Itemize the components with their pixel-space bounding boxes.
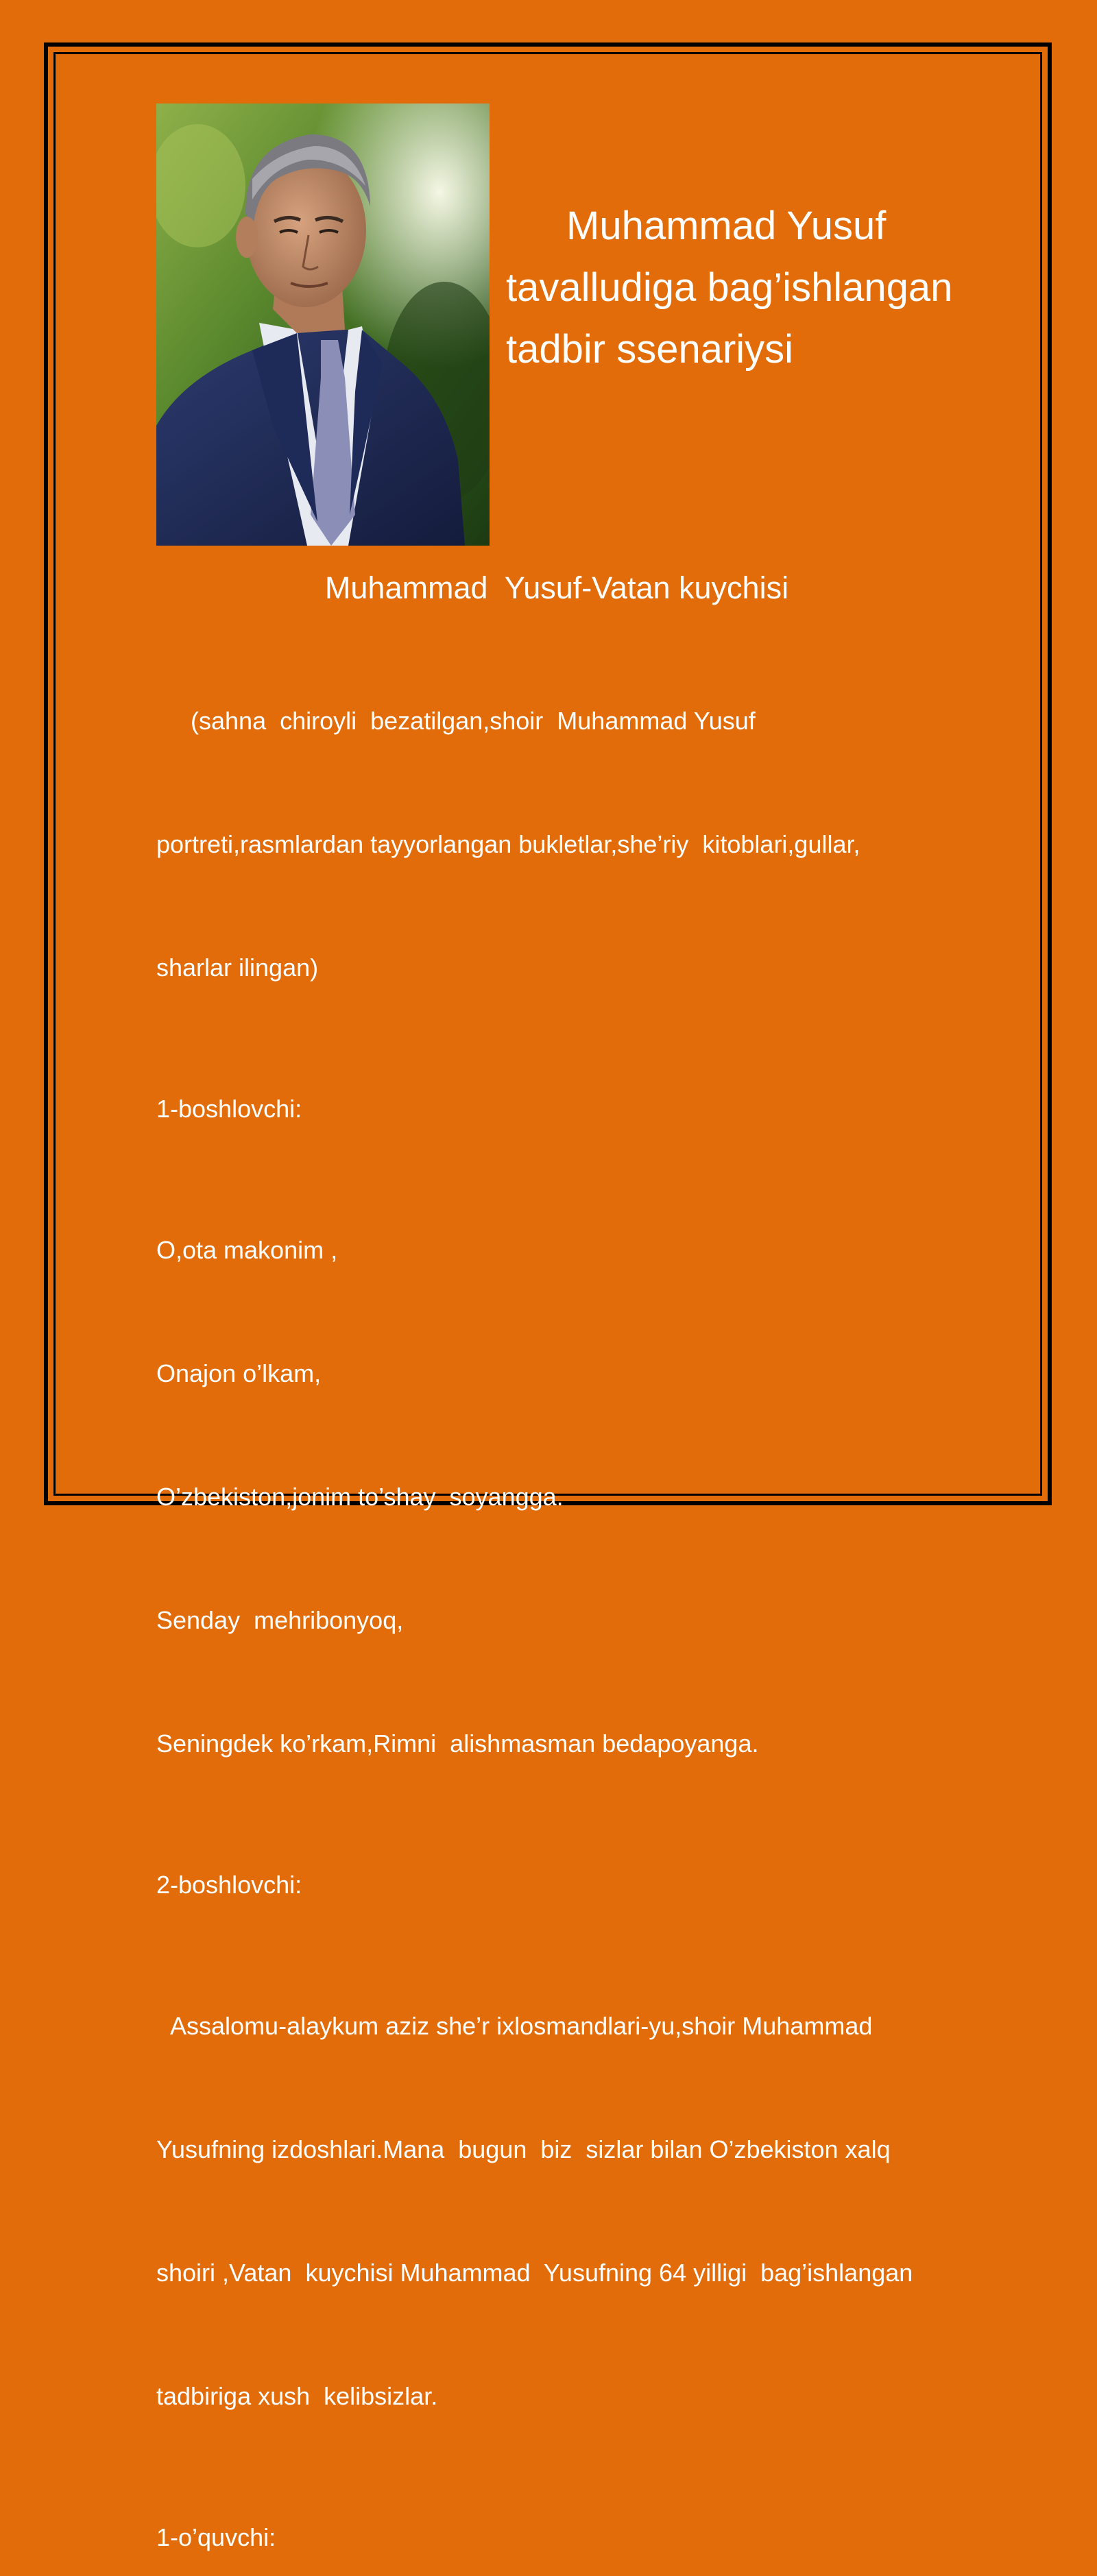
poem-line: Seningdek ko’rkam,Rimni alishmasman bedapoyanga. bbox=[156, 1729, 759, 1758]
host-1-label: 1-boshlovchi: bbox=[156, 1095, 302, 1123]
greeting-line-3: shoiri ,Vatan kuychisi Muhammad Yusufning 64 yilligi bag’ishlangan bbox=[156, 2259, 913, 2287]
greeting-line-1: Assalomu-alaykum aziz she’r ixlosmandlari-yu,shoir Muhammad bbox=[156, 2012, 873, 2040]
poem-line: Onajon o’lkam, bbox=[156, 1359, 322, 1387]
title-line-1: Muhammad Yusuf bbox=[566, 204, 887, 248]
stage-note bbox=[156, 618, 1006, 1071]
title-line-3: tadbir ssenariysi bbox=[506, 327, 794, 372]
stage-note-line-1: (sahna chiroyli bezatilgan,shoir Muhammad Yusuf bbox=[156, 707, 756, 735]
greeting-paragraph bbox=[156, 1923, 1006, 2499]
title-line-2: tavalludiga bag’ishlangan bbox=[506, 265, 953, 310]
document-body bbox=[156, 562, 1006, 2576]
poem bbox=[156, 1147, 1006, 1847]
section-subtitle: Muhammad Yusuf-Vatan kuychisi bbox=[324, 570, 789, 605]
poem-line: O’zbekiston,jonim to’shay soyangga. bbox=[156, 1483, 564, 1511]
greeting-line-4: tadbiriga xush kelibsizlar. bbox=[156, 2382, 438, 2410]
stage-note-line-3: sharlar ilingan) bbox=[156, 953, 319, 982]
greeting-line-2: Yusufning izdoshlari.Mana bugun biz sizlar bilan O’zbekiston xalq bbox=[156, 2135, 891, 2163]
reader-1-label: 1-o’quvchi: bbox=[156, 2523, 276, 2551]
portrait-photo bbox=[156, 104, 490, 546]
poem-line: O,ota makonim , bbox=[156, 1236, 338, 1264]
host-2-label: 2-boshlovchi: bbox=[156, 1871, 302, 1899]
stage-note-line-2: portreti,rasmlardan tayyorlangan bukletlar,she’riy kitoblari,gullar, bbox=[156, 830, 860, 858]
poem-line: Senday mehribonyoq, bbox=[156, 1606, 404, 1634]
document-title bbox=[506, 195, 986, 380]
